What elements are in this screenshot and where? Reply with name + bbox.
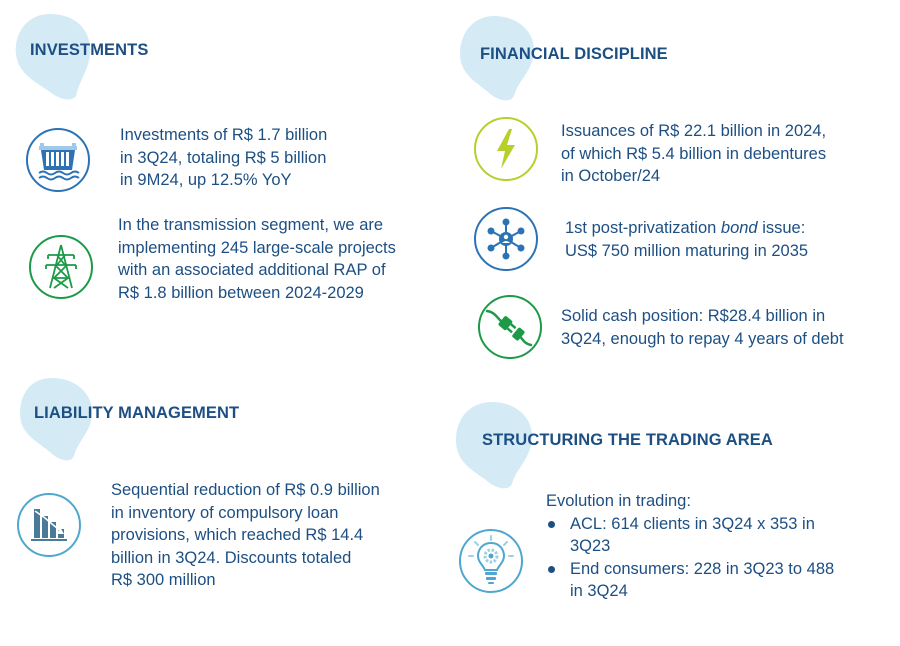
text-line: implementing 245 large-scale projects xyxy=(118,238,396,257)
declining-bar-chart-icon xyxy=(16,492,82,558)
section-title-trading-area: STRUCTURING THE TRADING AREA xyxy=(482,431,773,449)
text-line: ACL: 614 clients in 3Q24 x 353 in xyxy=(570,514,815,533)
text-line: R$ 300 million xyxy=(111,571,216,589)
bullet-dot xyxy=(548,566,555,573)
transmission-segment-text xyxy=(118,214,396,304)
text-line: with an associated additional RAP of xyxy=(118,261,386,279)
section-title-financial-discipline: FINANCIAL DISCIPLINE xyxy=(480,45,668,63)
text-line: in 3Q24 xyxy=(570,582,628,600)
text-fragment: 1st post-privatization xyxy=(565,219,721,237)
list-item xyxy=(546,558,834,603)
list-item xyxy=(546,513,834,558)
text-line: In the transmission segment, we are xyxy=(118,216,384,234)
text-line: of which R$ 5.4 billion in debentures xyxy=(561,144,827,163)
lightning-bolt-icon xyxy=(473,116,539,182)
emphasis-text: bond xyxy=(720,219,758,237)
text-line: Issuances of R$ 22.1 billion in 2024, xyxy=(561,122,827,140)
text-line: Sequential reduction of R$ 0.9 billion xyxy=(111,481,380,499)
trading-intro: Evolution in trading: xyxy=(546,492,691,510)
text-line: 3Q24, enough to repay 4 years of debt xyxy=(561,329,844,348)
investments-amount-text xyxy=(120,124,327,192)
trading-evolution-text xyxy=(546,490,834,603)
text-line: 3Q23 xyxy=(570,537,611,555)
section-title-liability-management: LIABILITY MANAGEMENT xyxy=(34,404,240,422)
text-line: in October/24 xyxy=(561,167,661,185)
section-title-investments: INVESTMENTS xyxy=(30,41,149,59)
text-line: billion in 3Q24. Discounts totaled xyxy=(111,548,352,567)
issuances-text xyxy=(561,120,826,188)
transmission-tower-icon xyxy=(28,234,94,300)
power-plug-icon xyxy=(477,294,543,360)
compulsory-loan-text xyxy=(111,479,380,592)
lightbulb-gear-icon xyxy=(458,528,524,594)
bond-issue-text xyxy=(565,217,808,262)
text-line: provisions, which reached R$ 14.4 xyxy=(111,526,364,544)
bullet-dot xyxy=(548,521,555,528)
network-hub-icon xyxy=(473,206,539,272)
text-line: Solid cash position: R$28.4 billion in xyxy=(561,307,826,325)
text-line: End consumers: 228 in 3Q23 to 488 xyxy=(570,559,835,578)
text-line: in 9M24, up 12.5% YoY xyxy=(120,171,292,189)
text-line: in inventory of compulsory loan xyxy=(111,503,339,522)
cash-position-text xyxy=(561,305,844,350)
text-fragment: issue: xyxy=(757,219,806,237)
text-line: US$ 750 million maturing in 2035 xyxy=(565,241,809,260)
text-line: Investments of R$ 1.7 billion xyxy=(120,126,328,144)
text-line: R$ 1.8 billion between 2024-2029 xyxy=(118,283,364,302)
hydro-dam-icon xyxy=(25,127,91,193)
text-line xyxy=(565,217,808,240)
text-line: in 3Q24, totaling R$ 5 billion xyxy=(120,148,327,167)
